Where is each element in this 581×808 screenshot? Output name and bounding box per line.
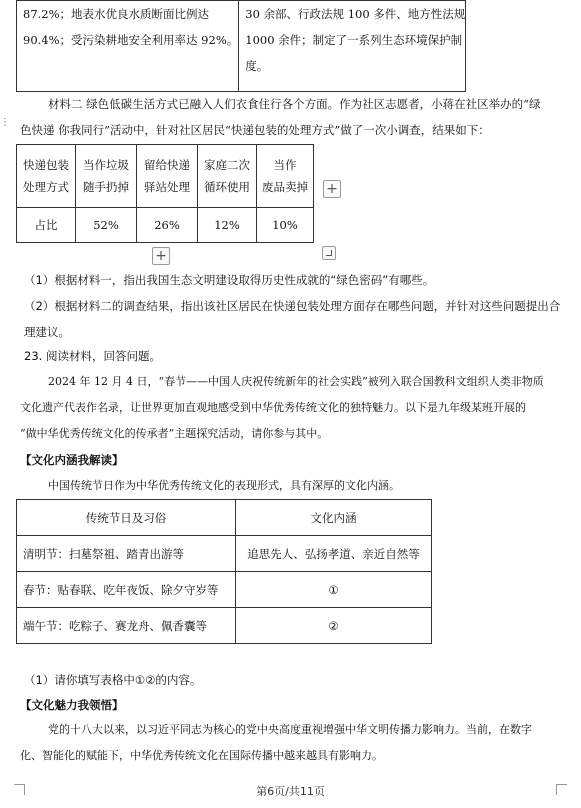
table-cell: 26% xyxy=(137,208,198,243)
cell-line: 度。 xyxy=(245,59,269,73)
material2-line: 色快递 你我同行”活动中，针对社区居民“快递包装的处理方式”做了一次小调查，结果如下： xyxy=(20,123,490,137)
section-text: 中国传统节日作为中华优秀传统文化的表现形式，具有深厚的文化内涵。 xyxy=(48,479,400,492)
table-cell: 占比 xyxy=(17,208,76,243)
survey-table xyxy=(16,144,314,243)
header-line: 家庭二次 xyxy=(204,158,250,172)
festival-table xyxy=(16,499,432,644)
q23-title: 23. 阅读材料，回答问题。 xyxy=(24,349,161,363)
table-header-cell: 文化内涵 xyxy=(236,500,432,536)
material2-line: 材料二 绿色低碳生活方式已融入人们衣食住行各个方面。作为社区志愿者，小蒋在社区举办的“绿 xyxy=(48,97,541,111)
header-line: 当作垃圾 xyxy=(83,158,129,172)
header-line: 快递包装 xyxy=(23,158,69,172)
table-cell xyxy=(17,1,239,92)
question-2-line: 理建议。 xyxy=(24,325,70,339)
table-cell: 52% xyxy=(76,208,137,243)
question-1: （1）根据材料一，指出我国生态文明建设取得历史性成就的“绿色密码”有哪些。 xyxy=(24,273,435,287)
table-cell: 10% xyxy=(257,208,314,243)
section-text-line: 党的十八大以来，以习近平同志为核心的党中央高度重视增强中华文明传播力影响力。当前，在数字 xyxy=(48,723,532,736)
section-heading: 【文化内涵我解读】 xyxy=(20,453,124,467)
header-line: 驿站处理 xyxy=(144,180,190,194)
environment-data-table xyxy=(16,0,466,92)
table-header-cell: 传统节日及习俗 xyxy=(17,500,236,536)
table-cell: 春节：贴春联、吃年夜饭、除夕守岁等 xyxy=(17,572,236,608)
table-header-cell xyxy=(17,145,76,208)
question-2-line: （2）根据材料二的调查结果，指出该社区居民在快递包装处理方面存在哪些问题，并针对这些问题提出合 xyxy=(24,299,561,313)
table-cell: 追思先人、弘扬孝道、亲近自然等 xyxy=(236,536,432,572)
table-cell: 清明节：扫墓祭祖、踏青出游等 xyxy=(17,536,236,572)
section-heading: 【文化魅力我领悟】 xyxy=(20,698,124,712)
q23-intro-line: 文化遗产代表作名录，让世界更加直观地感受到中华优秀传统文化的独特魅力。以下是九年级某班开展的 xyxy=(20,401,526,414)
table-cell xyxy=(239,1,466,92)
table-header-cell xyxy=(76,145,137,208)
add-column-button[interactable]: + xyxy=(323,180,341,198)
table-cell: ② xyxy=(236,608,432,644)
cell-line: 30 余部、行政法规 100 多件、地方性法规 xyxy=(245,7,466,21)
drag-handle-icon[interactable]: ⋮ xyxy=(0,117,10,128)
table-header-cell xyxy=(137,145,198,208)
table-header-cell xyxy=(257,145,314,208)
table-cell: ① xyxy=(236,572,432,608)
table-cell: 12% xyxy=(198,208,257,243)
cell-line: 90.4%；受污染耕地安全利用率达 92%。 xyxy=(23,33,239,47)
header-line: 随手扔掉 xyxy=(83,180,129,194)
q23-intro-line: “做中华优秀传统文化的传承者”主题探究活动，请你参与其中。 xyxy=(20,427,329,440)
page-number: 第6页/共11页 xyxy=(256,785,325,798)
cell-line: 87.2%；地表水优良水质断面比例达 xyxy=(23,7,210,21)
resize-table-icon[interactable] xyxy=(322,246,336,260)
cell-line: 1000 余件；制定了一系列生态环境保护制 xyxy=(245,33,463,47)
table-header-cell xyxy=(198,145,257,208)
header-line: 循环使用 xyxy=(204,180,250,194)
table-cell: 端午节：吃粽子、赛龙舟、佩香囊等 xyxy=(17,608,236,644)
q23-intro-line: 2024 年 12 月 4 日，“春节——中国人庆祝传统新年的社会实践”被列入联合国教科文组织人类非物质 xyxy=(48,375,544,388)
header-line: 留给快递 xyxy=(144,158,190,172)
header-line: 处理方式 xyxy=(23,180,69,194)
header-line: 废品卖掉 xyxy=(262,180,308,194)
add-row-button[interactable]: + xyxy=(152,247,170,265)
section-text-line: 化、智能化的赋能下，中华优秀传统文化在国际传播中越来越具有影响力。 xyxy=(20,749,383,762)
q23-question-1: （1）请你填写表格中①②的内容。 xyxy=(24,673,202,687)
header-line: 当作 xyxy=(273,158,297,172)
